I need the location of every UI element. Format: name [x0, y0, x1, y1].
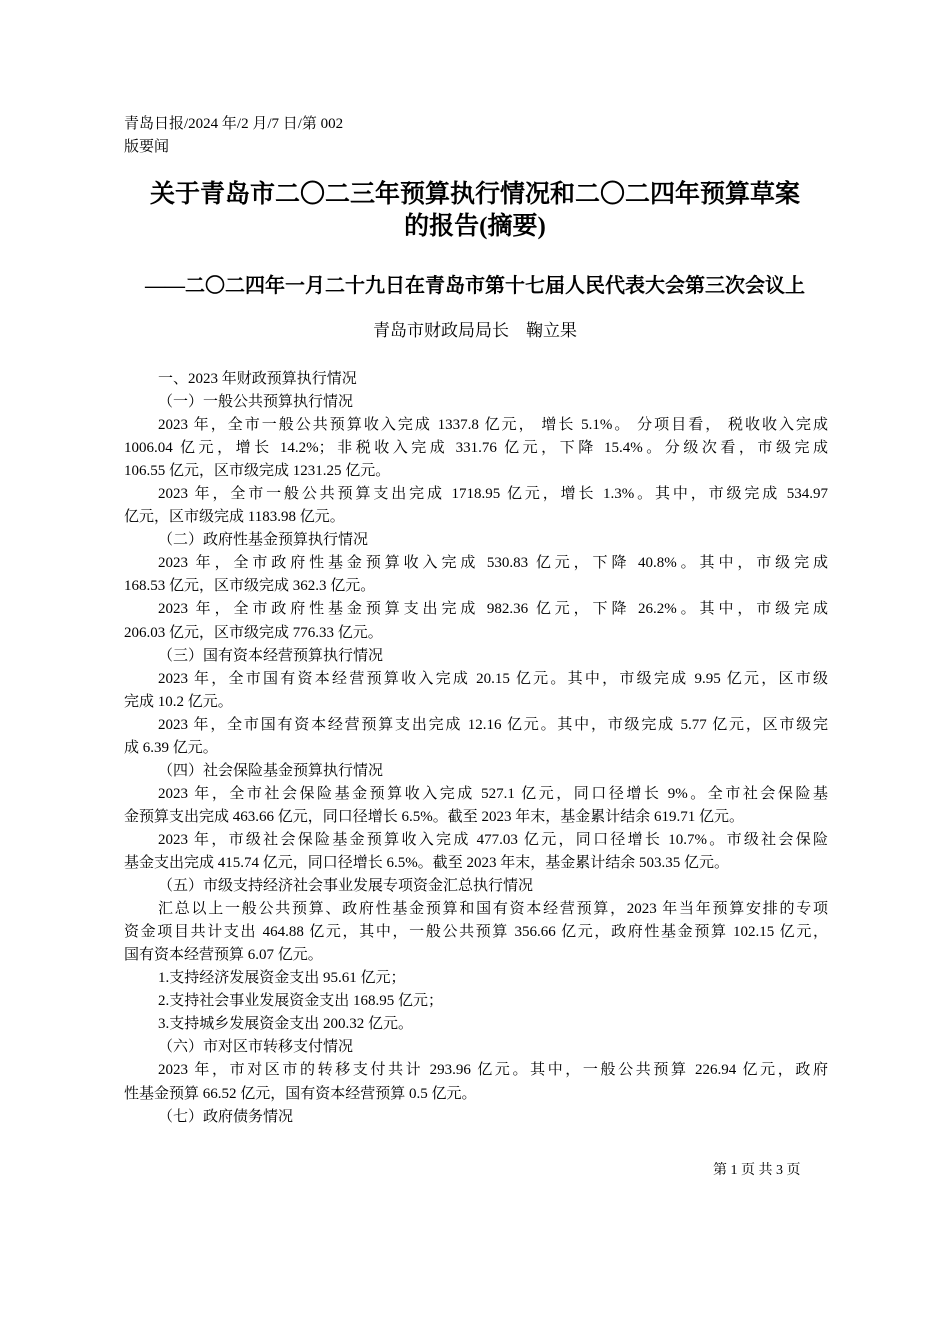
body-paragraph-line: 2023 年，全市国有资本经营预算收入完成 20.15 亿元。其中，市级完成 9.95 亿元，区市级	[158, 671, 828, 687]
body-paragraph-line: 成 6.39 亿元。	[124, 740, 218, 756]
body-paragraph-line: （六）市对区市转移支付情况	[158, 1039, 354, 1055]
body-paragraph-line: （一）一般公共预算执行情况	[158, 394, 354, 410]
body-paragraph-line: 168.53 亿元，区市级完成 362.3 亿元。	[124, 578, 376, 594]
body-paragraph-line: 汇总以上一般公共预算、政府性基金预算和国有资本经营预算，2023 年当年预算安排的专项	[158, 901, 828, 917]
body-paragraph-line: 2023 年，全市一般公共预算收入完成 1337.8 亿元， 增长 5.1%。 分项目看， 税收收入完成	[158, 417, 828, 433]
body-paragraph-line: 2023 年，全市国有资本经营预算支出完成 12.16 亿元。其中，市级完成 5.77 亿元，区市级完	[158, 717, 828, 733]
source-line: 青岛日报/2024 年/2 月/7 日/第 002	[124, 116, 344, 132]
body-paragraph-line: （五）市级支持经济社会事业发展专项资金汇总执行情况	[158, 878, 534, 894]
body-paragraph-line: （二）政府性基金预算执行情况	[158, 532, 369, 548]
author-line: 青岛市财政局局长 鞠立果	[373, 321, 577, 340]
body-paragraph-line: 一、2023 年财政预算执行情况	[158, 371, 357, 387]
body-paragraph-line: 1006.04 亿元，增长 14.2%；非税收入完成 331.76 亿元，下降 15.4%。分级次看，市级完成	[124, 440, 828, 456]
body-paragraph-line: 2023 年，市对区市的转移支付共计 293.96 亿元。其中，一般公共预算 226.94 亿元，政府	[158, 1062, 828, 1078]
body-paragraph-line: 3.支持城乡发展资金支出 200.32 亿元。	[158, 1016, 414, 1032]
body-paragraph-line: 国有资本经营预算 6.07 亿元。	[124, 947, 323, 963]
source-line-continued: 版要闻	[124, 139, 170, 155]
body-paragraph-line: 亿元，区市级完成 1183.98 亿元。	[124, 509, 345, 525]
body-paragraph-line: （三）国有资本经营预算执行情况	[158, 648, 384, 664]
body-paragraph-line: 1.支持经济发展资金支出 95.61 亿元；	[158, 970, 406, 986]
body-paragraph-line: 106.55 亿元，区市级完成 1231.25 亿元。	[124, 463, 391, 479]
body-paragraph-line: 资金项目共计支出 464.88 亿元，其中，一般公共预算 356.66 亿元，政府性基金预算 102.15 亿元，	[124, 924, 828, 940]
document-title-line2: 的报告(摘要)	[404, 213, 546, 240]
body-paragraph-line: 206.03 亿元，区市级完成 776.33 亿元。	[124, 625, 383, 641]
body-paragraph-line: 完成 10.2 亿元。	[124, 694, 233, 710]
document-title-line1: 关于青岛市二〇二三年预算执行情况和二〇二四年预算草案	[149, 181, 800, 208]
body-paragraph-line: 2023 年，全市政府性基金预算收入完成 530.83 亿元，下降 40.8%。其中，市级完成	[158, 555, 828, 571]
document-subtitle: ——二〇二四年一月二十九日在青岛市第十七届人民代表大会第三次会议上	[145, 275, 805, 297]
body-paragraph-line: 2.支持社会事业发展资金支出 168.95 亿元；	[158, 993, 444, 1009]
body-paragraph-line: 基金支出完成 415.74 亿元，同口径增长 6.5%。截至 2023 年末，基金累计结余 503.35 亿元。	[124, 855, 729, 871]
body-paragraph-line: 2023 年，全市政府性基金预算支出完成 982.36 亿元，下降 26.2%。其中，市级完成	[158, 601, 828, 617]
body-paragraph-line: 2023 年，市级社会保险基金预算收入完成 477.03 亿元，同口径增长 10.7%。市级社会保险	[158, 832, 828, 848]
body-paragraph-line: 2023 年，全市一般公共预算支出完成 1718.95 亿元，增长 1.3%。其中，市级完成 534.97	[158, 486, 828, 502]
body-paragraph-line: （七）政府债务情况	[158, 1109, 294, 1125]
body-paragraph-line: （四）社会保险基金预算执行情况	[158, 763, 384, 779]
body-paragraph-line: 2023 年，全市社会保险基金预算收入完成 527.1 亿元，同口径增长 9%。全市社会保险基	[158, 786, 828, 802]
body-paragraph-line: 金预算支出完成 463.66 亿元，同口径增长 6.5%。截至 2023 年末，基金累计结余 619.71 亿元。	[124, 809, 744, 825]
page-indicator: 第 1 页 共 3 页	[713, 1163, 801, 1178]
body-paragraph-line: 性基金预算 66.52 亿元，国有资本经营预算 0.5 亿元。	[124, 1086, 477, 1102]
